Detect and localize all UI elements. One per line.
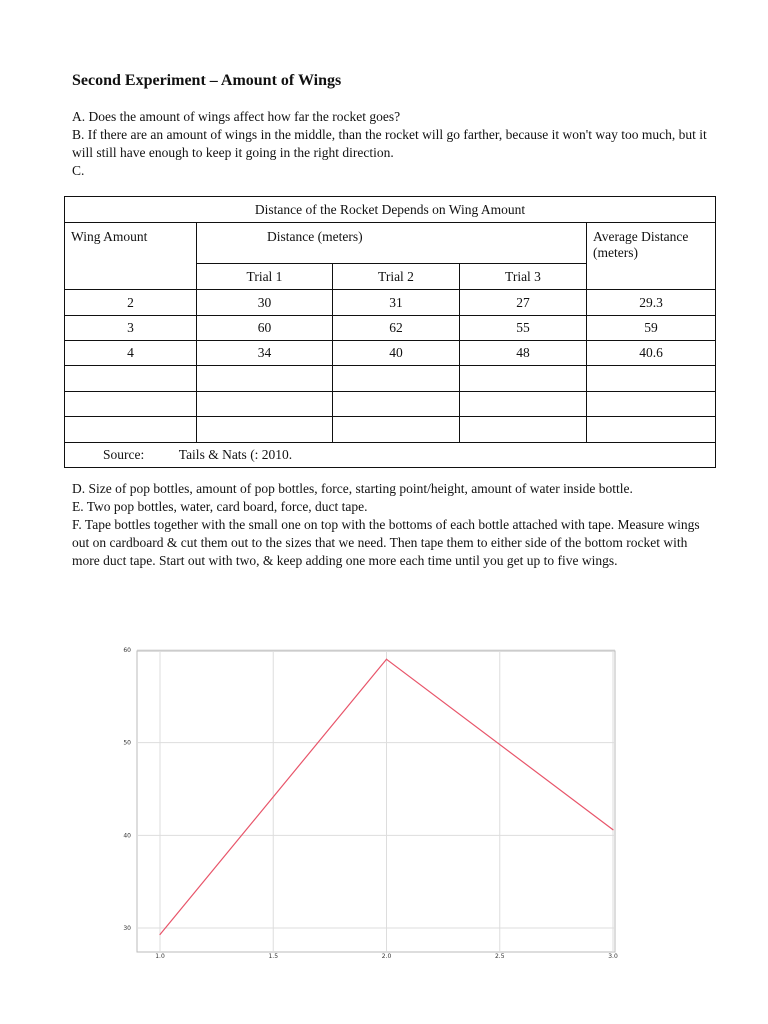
x-tick-label: 3.0 [608,953,618,960]
data-point [612,829,613,830]
y-tick-label: 30 [123,925,131,932]
header-wing-amount: Wing Amount [65,223,197,290]
header-trial-3: Trial 3 [460,263,587,289]
cell-trial-1: 30 [197,290,333,315]
cell-wings: 2 [65,290,197,315]
cell-average: 59 [587,315,716,340]
y-tick-label: 60 [123,647,131,654]
question-a: A. Does the amount of wings affect how far the rocket goes? [72,109,401,124]
plot-area [137,651,615,952]
header-average-distance: Average Distance (meters) [587,223,716,290]
table-row-empty [65,391,716,416]
data-point [159,934,160,935]
x-tick-labels [155,953,618,960]
table-row [65,290,716,315]
cell-wings: 3 [65,315,197,340]
data-point [386,659,387,660]
cell-wings: 4 [65,341,197,366]
cell-trial-1: 34 [197,341,333,366]
source-label: Source: [103,446,145,462]
page-title: Second Experiment – Amount of Wings [72,72,342,89]
table-row-empty [65,417,716,442]
y-tick-label: 40 [123,832,131,840]
table-title: Distance of the Rocket Depends on Wing Amount [65,197,716,223]
x-tick-label: 1.5 [268,953,279,960]
materials-e: E. Two pop bottles, water, card board, force, duct tape. [72,499,368,514]
cell-trial-1: 60 [197,315,333,340]
cell-average: 29.3 [587,290,716,315]
y-tick-labels [123,647,131,932]
variables-d: D. Size of pop bottles, amount of pop bottles, force, starting point/height, amount of water inside bottle. [72,481,633,496]
x-tick-label: 2.0 [381,953,392,960]
source-value: Tails & Nats (: 2010. [178,446,293,462]
cell-trial-2: 31 [333,290,460,315]
header-distance: Distance (meters) [197,223,587,264]
item-c: C. [72,163,85,178]
y-tick-label: 50 [123,739,131,747]
hypothesis-b: B. If there are an amount of wings in the middle, than the rocket will go farther, because it won't way too much, but it will still have enough to keep it going in the right direction. [72,127,707,160]
distance-line-chart [100,640,630,970]
procedure-f: F. Tape bottles together with the small one on top with the bottoms of each bottle attached with tape. Measure wings out on cardboard & cut them out to the sizes that we need. Then tape them to either side of the bottom rocket with more duct tape. Start out with two, & keep adding one more each time until you get up to five wings. [72,517,700,568]
table-source [65,442,716,468]
cell-trial-2: 40 [333,341,460,366]
questions-block [72,108,712,180]
method-block [72,480,712,570]
table-row-empty [65,366,716,391]
cell-trial-2: 62 [333,315,460,340]
cell-trial-3: 27 [460,290,587,315]
table-row [65,315,716,340]
data-table [64,196,716,468]
header-trial-1: Trial 1 [197,263,333,289]
header-trial-2: Trial 2 [333,263,460,289]
cell-trial-3: 48 [460,341,587,366]
cell-average: 40.6 [587,341,716,366]
cell-trial-3: 55 [460,315,587,340]
x-tick-label: 2.5 [494,953,505,960]
table-row [65,341,716,366]
x-tick-label: 1.0 [155,953,165,960]
